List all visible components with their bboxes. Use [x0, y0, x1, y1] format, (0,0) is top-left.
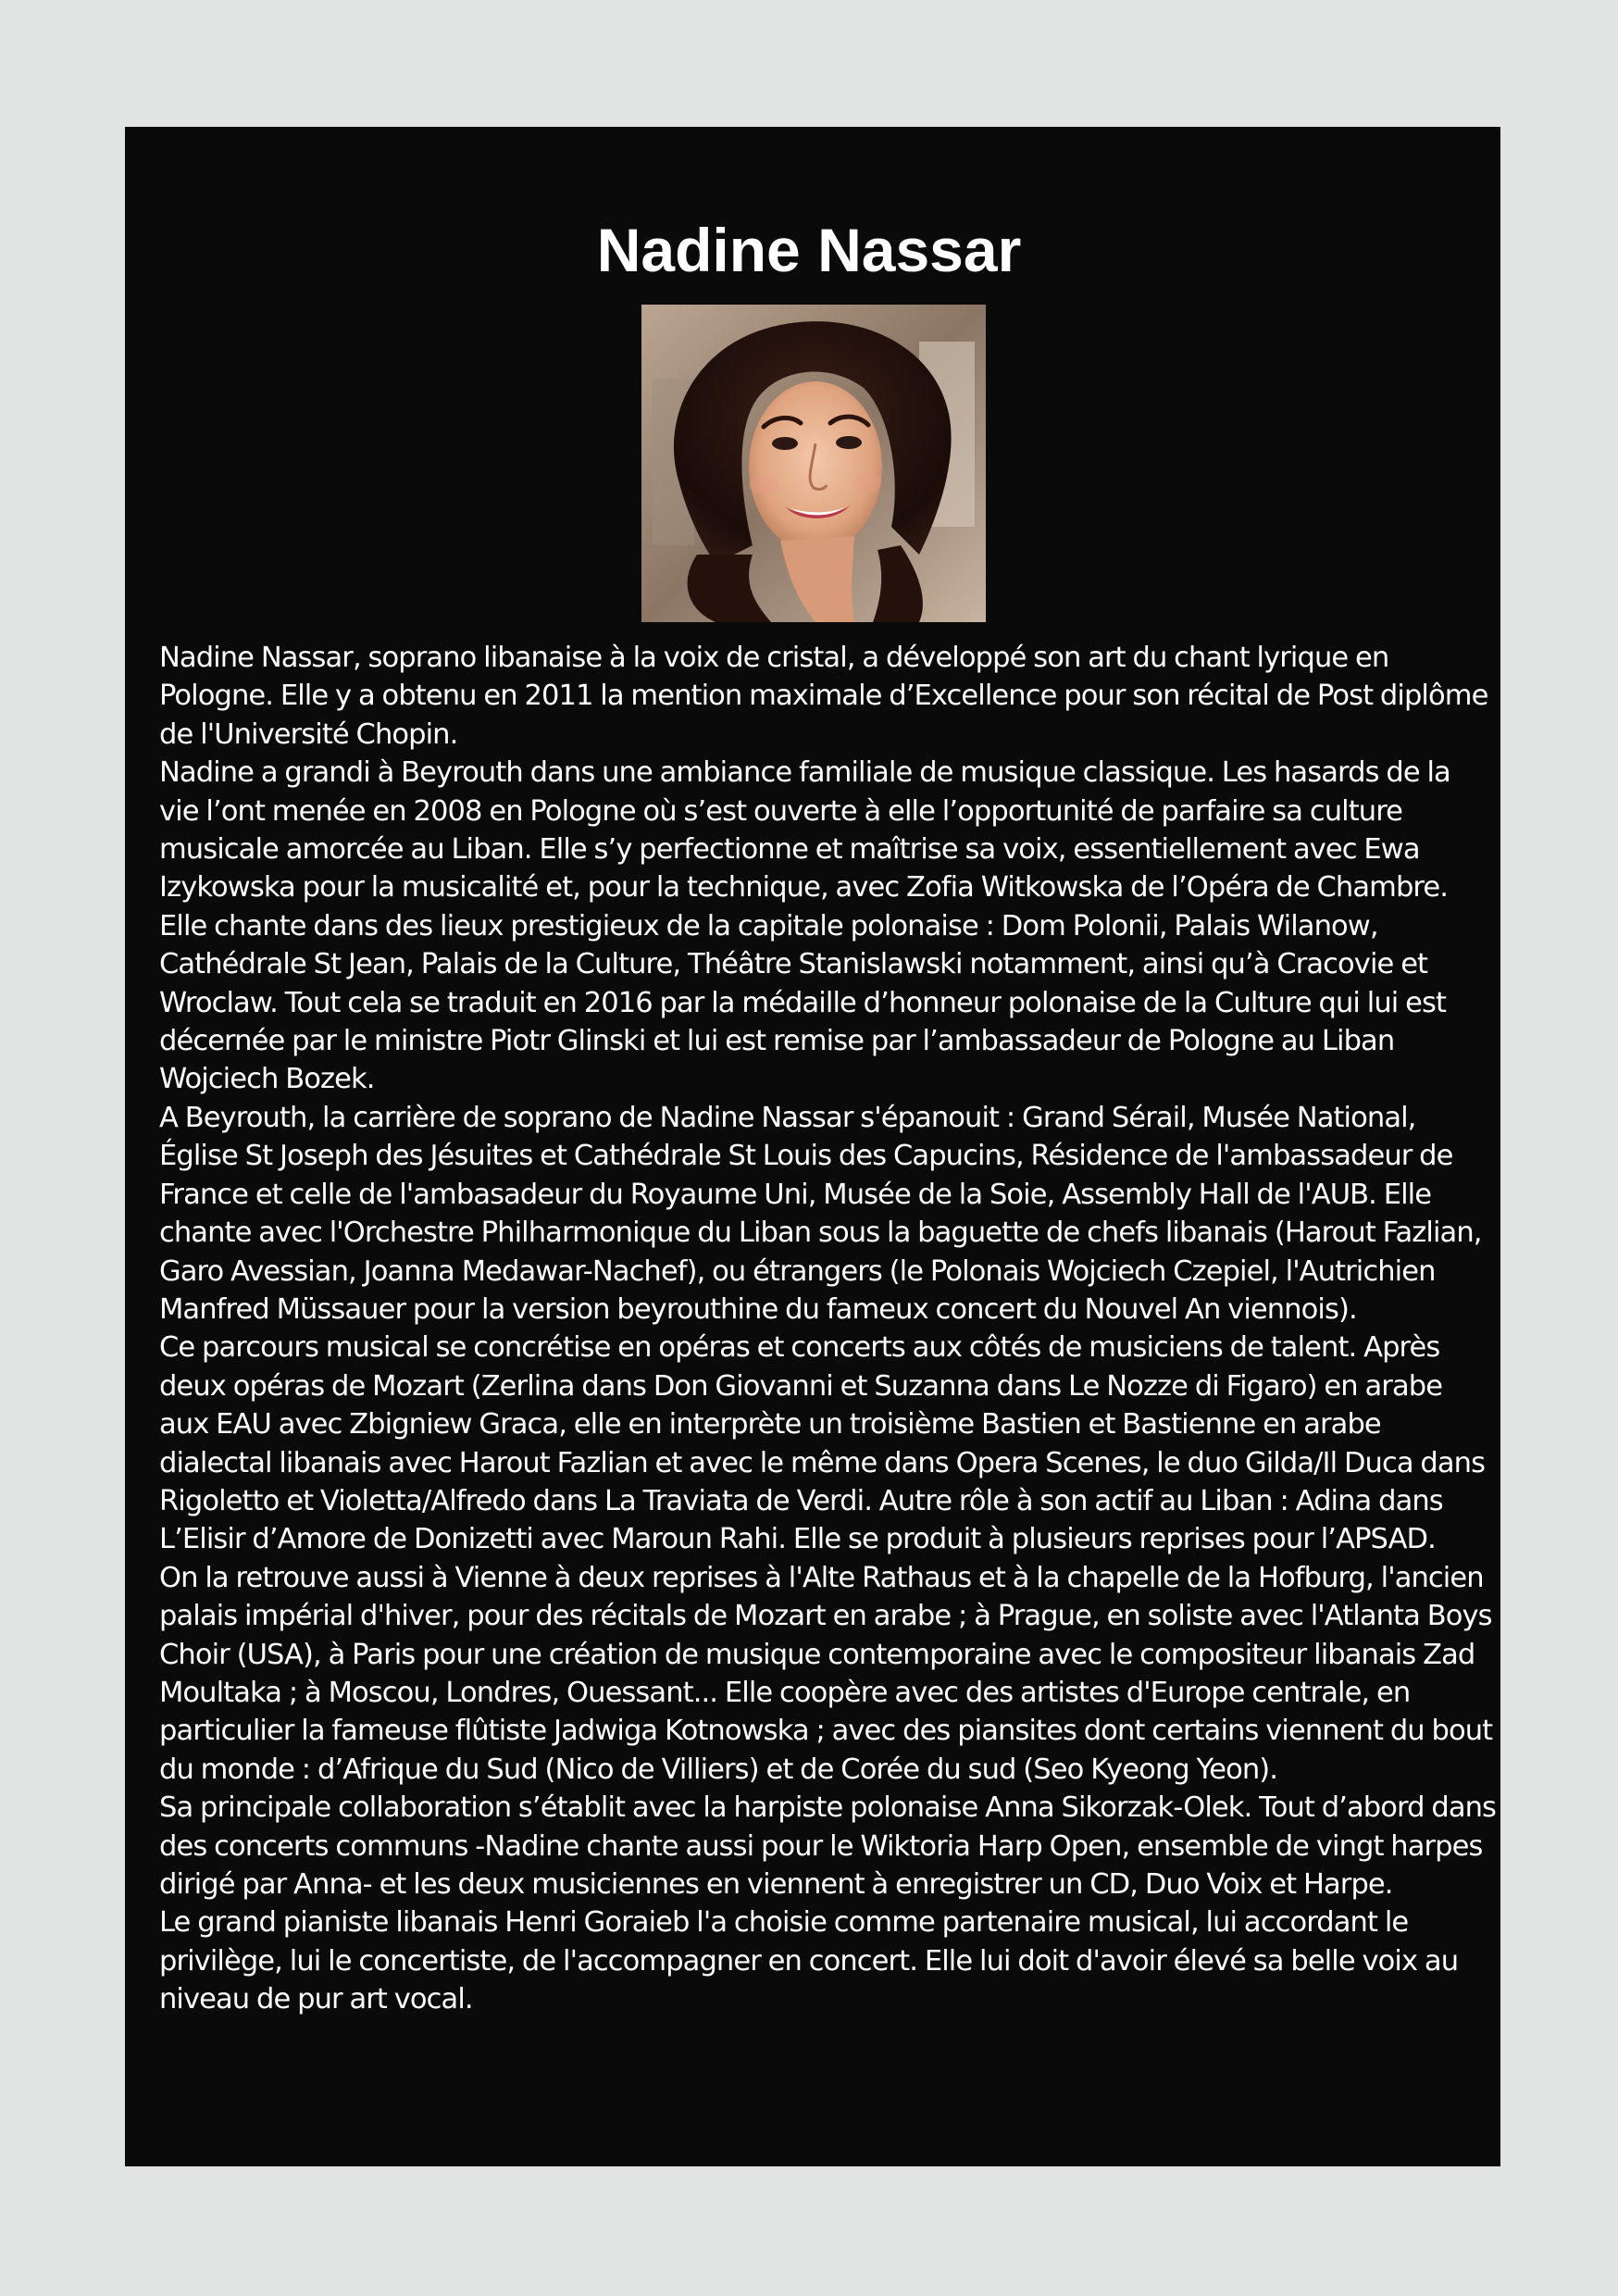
- bio-text: [159, 639, 1497, 2019]
- page-title: Nadine Nassar: [596, 216, 1022, 284]
- bio-paragraph: Le grand pianiste libanais Henri Goraieb l'a choisie comme partenaire musical, lui accordant le privilège, lui le concertiste, de l'accompagner en concert. Elle lui doit d'avoir élevé sa belle voix au niveau de pur art vocal.: [159, 1906, 1459, 2016]
- bio-paragraph: On la retrouve aussi à Vienne à deux reprises à l'Alte Rathaus et à la chapelle de la Hofburg, l'ancien palais impérial d'hiver, pour des récitals de Mozart en arabe ; à Prague, en soliste avec l'Atlanta Boys Choir (USA), à Paris pour une création de musique contemporaine avec le compositeur libanais Zad Moultaka ; à Moscou, Londres, Ouessant... Elle coopère avec des artistes d'Europe centrale, en particulier la fameuse flûtiste Jadwiga Kotnowska ; avec des piansites dont certains viennent du bout du monde : d’Afrique du Sud (Nico de Villiers) et de Corée du sud (Seo Kyeong Yeon).: [159, 1561, 1493, 1786]
- bio-paragraph: Nadine Nassar, soprano libanaise à la voix de cristal, a développé son art du chant lyrique en Pologne. Elle y a obtenu en 2011 la mention maximale d’Excellence pour son récital de Post diplôme de l'Université Chopin.: [159, 642, 1488, 751]
- bio-paragraph: Sa principale collaboration s’établit avec la harpiste polonaise Anna Sikorzak-Olek. Tout d’abord dans des concerts communs -Nadine chante aussi pour le Wiktoria Harp Open, ensemble de vingt harpes dirigé par Anna- et les deux musiciennes en viennent à enregistrer un CD, Duo Voix et Harpe.: [159, 1791, 1497, 1901]
- portrait-photo: [641, 305, 986, 622]
- bio-paragraph: Nadine a grandi à Beyrouth dans une ambiance familiale de musique classique. Les hasards de la vie l’ont menée en 2008 en Pologne où s’est ouverte à elle l’opportunité de parfaire sa culture musicale amorcée au Liban. Elle s’y perfectionne et maîtrise sa voix, essentiellement avec Ewa Izykowska pour la musicalité et, pour la technique, avec Zofia Witkowska de l’Opéra de Chambre. Elle chante dans des lieux prestigieux de la capitale polonaise : Dom Polonii, Palais Wilanow, Cathédrale St Jean, Palais de la Culture, Théâtre Stanislawski notamment, ainsi qu’à Cracovie et Wroclaw. Tout cela se traduit en 2016 par la médaille d’honneur polonaise de la Culture qui lui est décernée par le ministre Piotr Glinski et lui est remise par l’ambassadeur de Pologne au Liban Wojciech Bozek.: [159, 756, 1450, 1096]
- bio-paragraph: A Beyrouth, la carrière de soprano de Nadine Nassar s'épanouit : Grand Sérail, Musée National, Église St Joseph des Jésuites et Cathédrale St Louis des Capucins, Résidence de l'ambassadeur de France et celle de l'ambasadeur du Royaume Uni, Musée de la Soie, Assembly Hall de l'AUB. Elle chante avec l'Orchestre Philharmonique du Liban sous la baguette de chefs libanais (Harout Fazlian, Garo Avessian, Joanna Medawar-Nachef), ou étrangers (le Polonais Wojciech Czepiel, l'Autrichien Manfred Müssauer pour la version beyrouthine du fameux concert du Nouvel An viennois).: [159, 1101, 1482, 1326]
- bio-paragraph: Ce parcours musical se concrétise en opéras et concerts aux côtés de musiciens de talent. Après deux opéras de Mozart (Zerlina dans Don Giovanni et Suzanna dans Le Nozze di Figaro) en arabe aux EAU avec Zbigniew Graca, elle en interprète un troisième Bastien et Bastienne en arabe dialectal libanais avec Harout Fazlian et avec le même dans Opera Scenes, le duo Gilda/Il Duca dans Rigoletto et Violetta/Alfredo dans La Traviata de Verdi. Autre rôle à son actif au Liban : Adina dans L’Elisir d’Amore de Donizetti avec Maroun Rahi. Elle se produit à plusieurs reprises pour l’APSAD.: [159, 1331, 1486, 1556]
